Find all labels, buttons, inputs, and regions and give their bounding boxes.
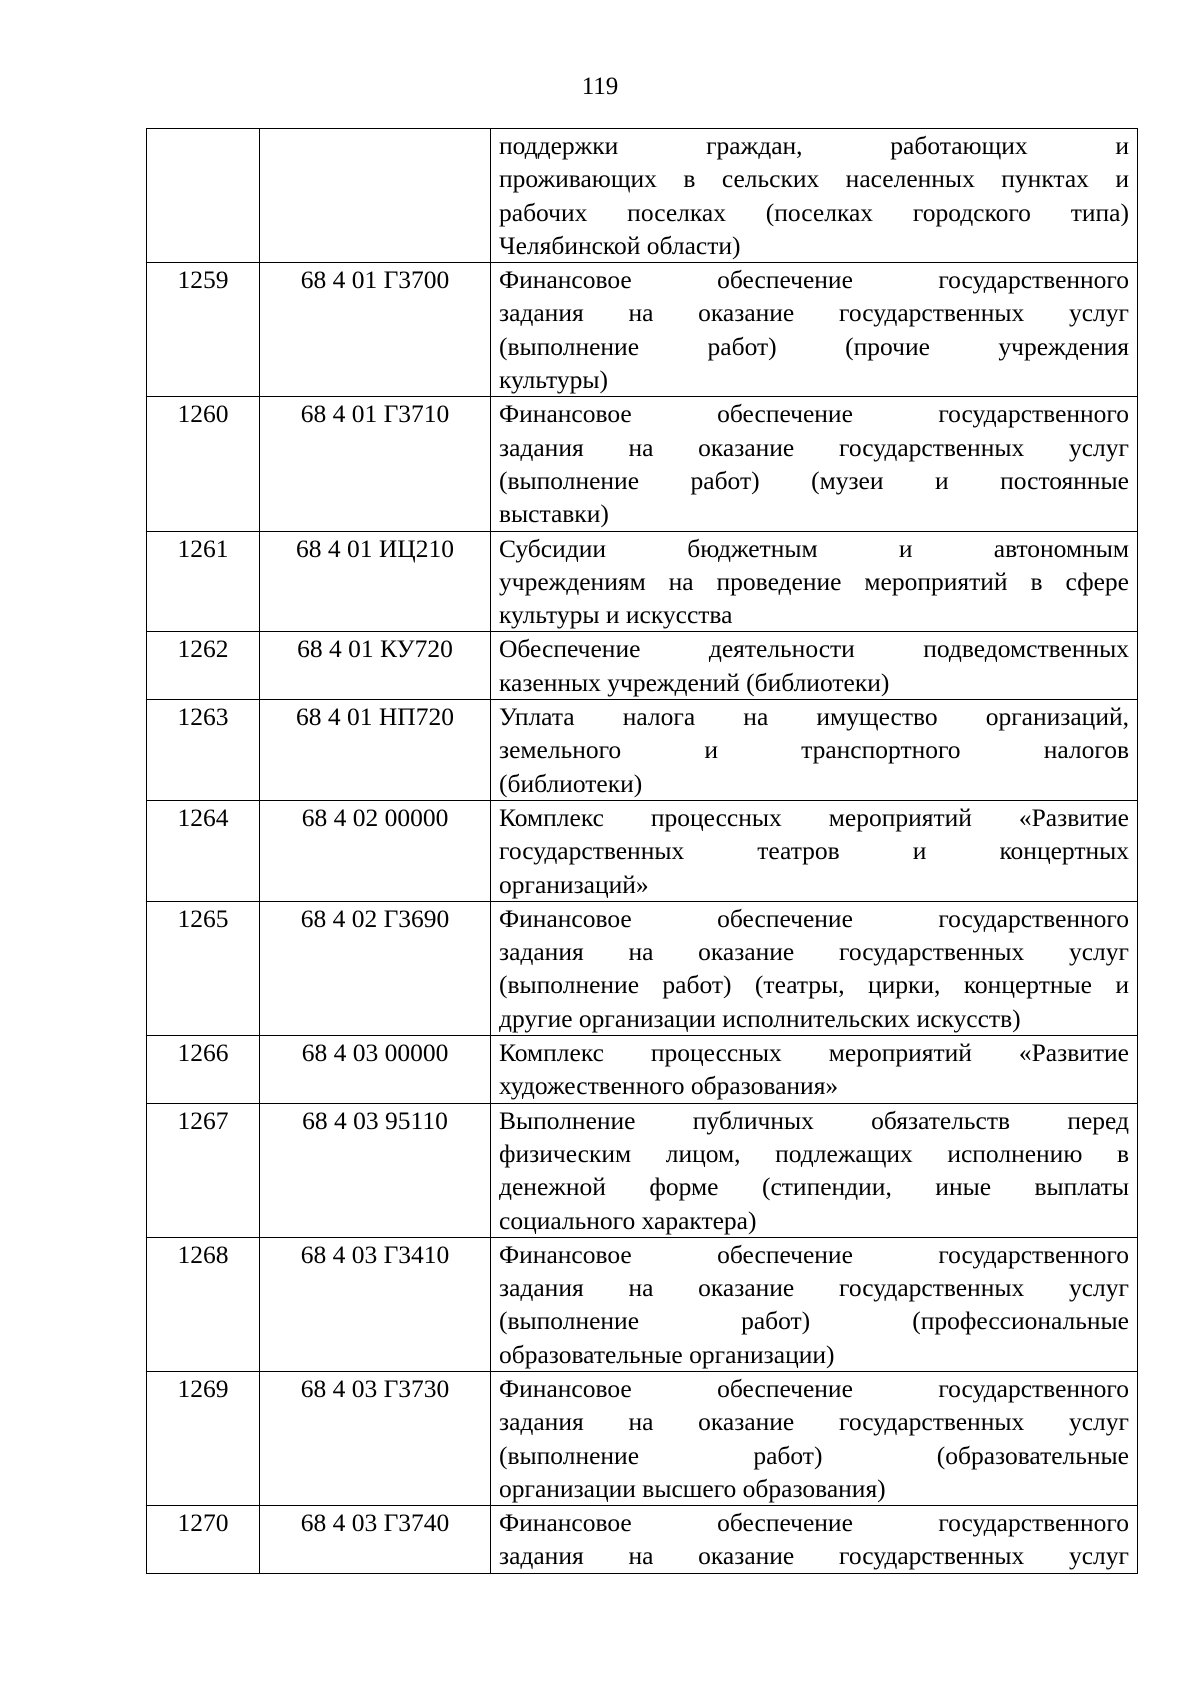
- row-number-cell: [147, 129, 260, 263]
- description-cell: [491, 1036, 1138, 1104]
- budget-code-cell: 68 4 01 Г3700: [260, 263, 491, 397]
- row-number-cell: 1262: [147, 632, 260, 700]
- budget-code-cell: 68 4 01 КУ720: [260, 632, 491, 700]
- description-line: (выполнение работ) (музеи и постоянные: [499, 465, 1129, 495]
- budget-code-cell: 68 4 03 95110: [260, 1103, 491, 1237]
- description-line: учреждениям на проведение мероприятий в сфере: [499, 566, 1129, 596]
- description-line: государственных театров и концертных: [499, 836, 1129, 866]
- description-cell: [491, 700, 1138, 801]
- table-row: [147, 1506, 1138, 1574]
- table-row: [147, 1371, 1138, 1505]
- budget-code-cell: 68 4 03 00000: [260, 1036, 491, 1104]
- description-last-line: образовательные организации): [499, 1339, 835, 1369]
- description-last-line: культуры): [499, 365, 608, 395]
- description-line: Комплекс процессных мероприятий «Развитие: [499, 802, 1129, 832]
- description-line: рабочих поселках (поселках городского типа): [499, 197, 1129, 227]
- description-last-line: художественного образования»: [499, 1071, 839, 1101]
- description-line: задания на оказание государственных услуг: [499, 1273, 1129, 1303]
- description-line: (выполнение работ) (прочие учреждения: [499, 331, 1129, 361]
- row-number-cell: 1259: [147, 263, 260, 397]
- description-cell: [491, 531, 1138, 632]
- row-number-cell: 1268: [147, 1237, 260, 1371]
- budget-code-cell: 68 4 01 Г3710: [260, 397, 491, 531]
- budget-code-table: [146, 128, 1138, 1574]
- description-line: Обеспечение деятельности подведомственных: [499, 634, 1129, 664]
- budget-code-cell: 68 4 03 Г3410: [260, 1237, 491, 1371]
- row-number-cell: 1263: [147, 700, 260, 801]
- table-row: [147, 397, 1138, 531]
- table-row: [147, 901, 1138, 1035]
- row-number-cell: 1270: [147, 1506, 260, 1574]
- table-row: [147, 1237, 1138, 1371]
- description-line: задания на оказание государственных услуг: [499, 1541, 1129, 1571]
- description-line: (выполнение работ) (профессиональные: [499, 1306, 1129, 1336]
- row-number-cell: 1261: [147, 531, 260, 632]
- table-row: [147, 1103, 1138, 1237]
- row-number-cell: 1265: [147, 901, 260, 1035]
- row-number-cell: 1267: [147, 1103, 260, 1237]
- description-line: земельного и транспортного налогов: [499, 735, 1129, 765]
- budget-code-cell: [260, 129, 491, 263]
- description-line: задания на оказание государственных услуг: [499, 432, 1129, 462]
- description-last-line: социального характера): [499, 1205, 757, 1235]
- table-body: [147, 129, 1138, 1574]
- description-last-line: Челябинской области): [499, 230, 741, 260]
- description-line: Финансовое обеспечение государственного: [499, 265, 1129, 295]
- description-line: Уплата налога на имущество организаций,: [499, 702, 1129, 732]
- description-line: Финансовое обеспечение государственного: [499, 1239, 1129, 1269]
- description-line: задания на оказание государственных услуг: [499, 1407, 1129, 1437]
- description-line: Финансовое обеспечение государственного: [499, 1373, 1129, 1403]
- budget-code-cell: 68 4 02 Г3690: [260, 901, 491, 1035]
- table-row: [147, 531, 1138, 632]
- row-number-cell: 1264: [147, 800, 260, 901]
- table-row: [147, 700, 1138, 801]
- budget-code-cell: 68 4 02 00000: [260, 800, 491, 901]
- description-line: задания на оказание государственных услуг: [499, 937, 1129, 967]
- description-line: (выполнение работ) (образовательные: [499, 1440, 1129, 1470]
- description-last-line: другие организации исполнительских искусств): [499, 1003, 1021, 1033]
- row-number-cell: 1260: [147, 397, 260, 531]
- description-line: Финансовое обеспечение государственного: [499, 903, 1129, 933]
- description-cell: [491, 800, 1138, 901]
- description-last-line: (библиотеки): [499, 768, 643, 798]
- description-line: Комплекс процессных мероприятий «Развитие: [499, 1038, 1129, 1068]
- description-last-line: организации высшего образования): [499, 1473, 886, 1503]
- description-cell: [491, 1506, 1138, 1574]
- description-last-line: казенных учреждений (библиотеки): [499, 667, 890, 697]
- description-line: проживающих в сельских населенных пунктах и: [499, 164, 1129, 194]
- description-line: поддержки граждан, работающих и: [499, 131, 1129, 160]
- budget-code-cell: 68 4 01 ИЦ210: [260, 531, 491, 632]
- table-row: [147, 129, 1138, 263]
- description-last-line: организаций»: [499, 869, 649, 899]
- description-cell: [491, 129, 1138, 263]
- page-number: 119: [581, 73, 619, 100]
- description-cell: [491, 1103, 1138, 1237]
- row-number-cell: 1266: [147, 1036, 260, 1104]
- description-cell: [491, 1371, 1138, 1505]
- description-cell: [491, 901, 1138, 1035]
- description-last-line: выставки): [499, 499, 609, 529]
- description-cell: [491, 397, 1138, 531]
- description-last-line: культуры и искусства: [499, 600, 733, 630]
- budget-code-cell: 68 4 03 Г3730: [260, 1371, 491, 1505]
- table-row: [147, 263, 1138, 397]
- description-cell: [491, 263, 1138, 397]
- description-cell: [491, 1237, 1138, 1371]
- row-number-cell: 1269: [147, 1371, 260, 1505]
- description-line: Субсидии бюджетным и автономным: [499, 533, 1129, 563]
- description-line: (выполнение работ) (театры, цирки, концертные и: [499, 970, 1129, 1000]
- description-line: денежной форме (стипендии, иные выплаты: [499, 1172, 1129, 1202]
- description-line: физическим лицом, подлежащих исполнению в: [499, 1138, 1129, 1168]
- description-line: Финансовое обеспечение государственного: [499, 399, 1129, 429]
- description-line: задания на оказание государственных услуг: [499, 298, 1129, 328]
- budget-code-cell: 68 4 01 НП720: [260, 700, 491, 801]
- description-line: Финансовое обеспечение государственного: [499, 1508, 1129, 1538]
- description-cell: [491, 632, 1138, 700]
- table-row: [147, 632, 1138, 700]
- table-row: [147, 800, 1138, 901]
- budget-code-cell: 68 4 03 Г3740: [260, 1506, 491, 1574]
- description-line: Выполнение публичных обязательств перед: [499, 1105, 1129, 1135]
- table-row: [147, 1036, 1138, 1104]
